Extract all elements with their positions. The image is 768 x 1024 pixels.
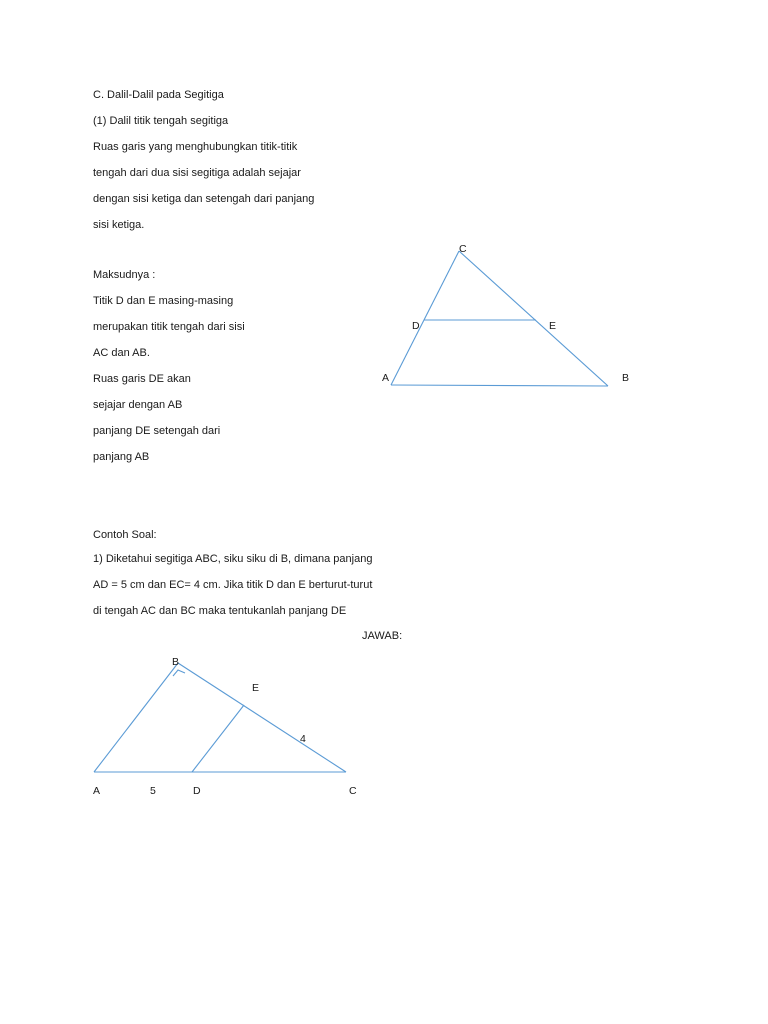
vertex-label-b: B <box>622 372 630 384</box>
length-label-ec: 4 <box>300 733 306 745</box>
side-bc <box>178 663 346 772</box>
vertex-label-c: C <box>459 243 467 255</box>
point-label-d: D <box>412 320 420 332</box>
section-heading: C. Dalil-Dalil pada Segitiga <box>93 89 224 101</box>
example-line: AD = 5 cm dan EC= 4 cm. Jika titik D dan E berturut-turut <box>93 579 373 591</box>
vertex-label-b: B <box>172 656 180 668</box>
vertex-label-a: A <box>93 785 101 797</box>
theorem-line: sisi ketiga. <box>93 219 145 231</box>
example-heading: Contoh Soal: <box>93 529 157 541</box>
explanation-line: panjang DE setengah dari <box>93 425 221 437</box>
answer-label: JAWAB: <box>362 630 403 642</box>
right-angle-mark <box>173 670 185 676</box>
theorem-title: (1) Dalil titik tengah segitiga <box>93 115 229 127</box>
point-label-e: E <box>252 682 260 694</box>
side-ab <box>94 663 178 772</box>
explanation-line: Titik D dan E masing-masing <box>93 295 234 307</box>
point-label-e: E <box>549 320 557 332</box>
theorem-line: tengah dari dua sisi segitiga adalah sejajar <box>93 167 301 179</box>
explanation-heading: Maksudnya : <box>93 269 156 281</box>
explanation-line: sejajar dengan AB <box>93 399 183 411</box>
point-label-d: D <box>193 785 201 797</box>
explanation-line: Ruas garis DE akan <box>93 373 191 385</box>
explanation-line: merupakan titik tengah dari sisi <box>93 321 245 333</box>
vertex-label-a: A <box>382 372 390 384</box>
theorem-line: dengan sisi ketiga dan setengah dari panjang <box>93 193 315 205</box>
segment-de <box>192 705 244 772</box>
example-line: di tengah AC dan BC maka tentukanlah panjang DE <box>93 605 347 617</box>
example-line: 1) Diketahui segitiga ABC, siku siku di B, dimana panjang <box>93 553 373 565</box>
theorem-line: Ruas garis yang menghubungkan titik-titik <box>93 141 298 153</box>
length-label-ad: 5 <box>150 785 156 797</box>
vertex-label-c: C <box>349 785 357 797</box>
explanation-line: panjang AB <box>93 451 150 463</box>
explanation-line: AC dan AB. <box>93 347 150 359</box>
